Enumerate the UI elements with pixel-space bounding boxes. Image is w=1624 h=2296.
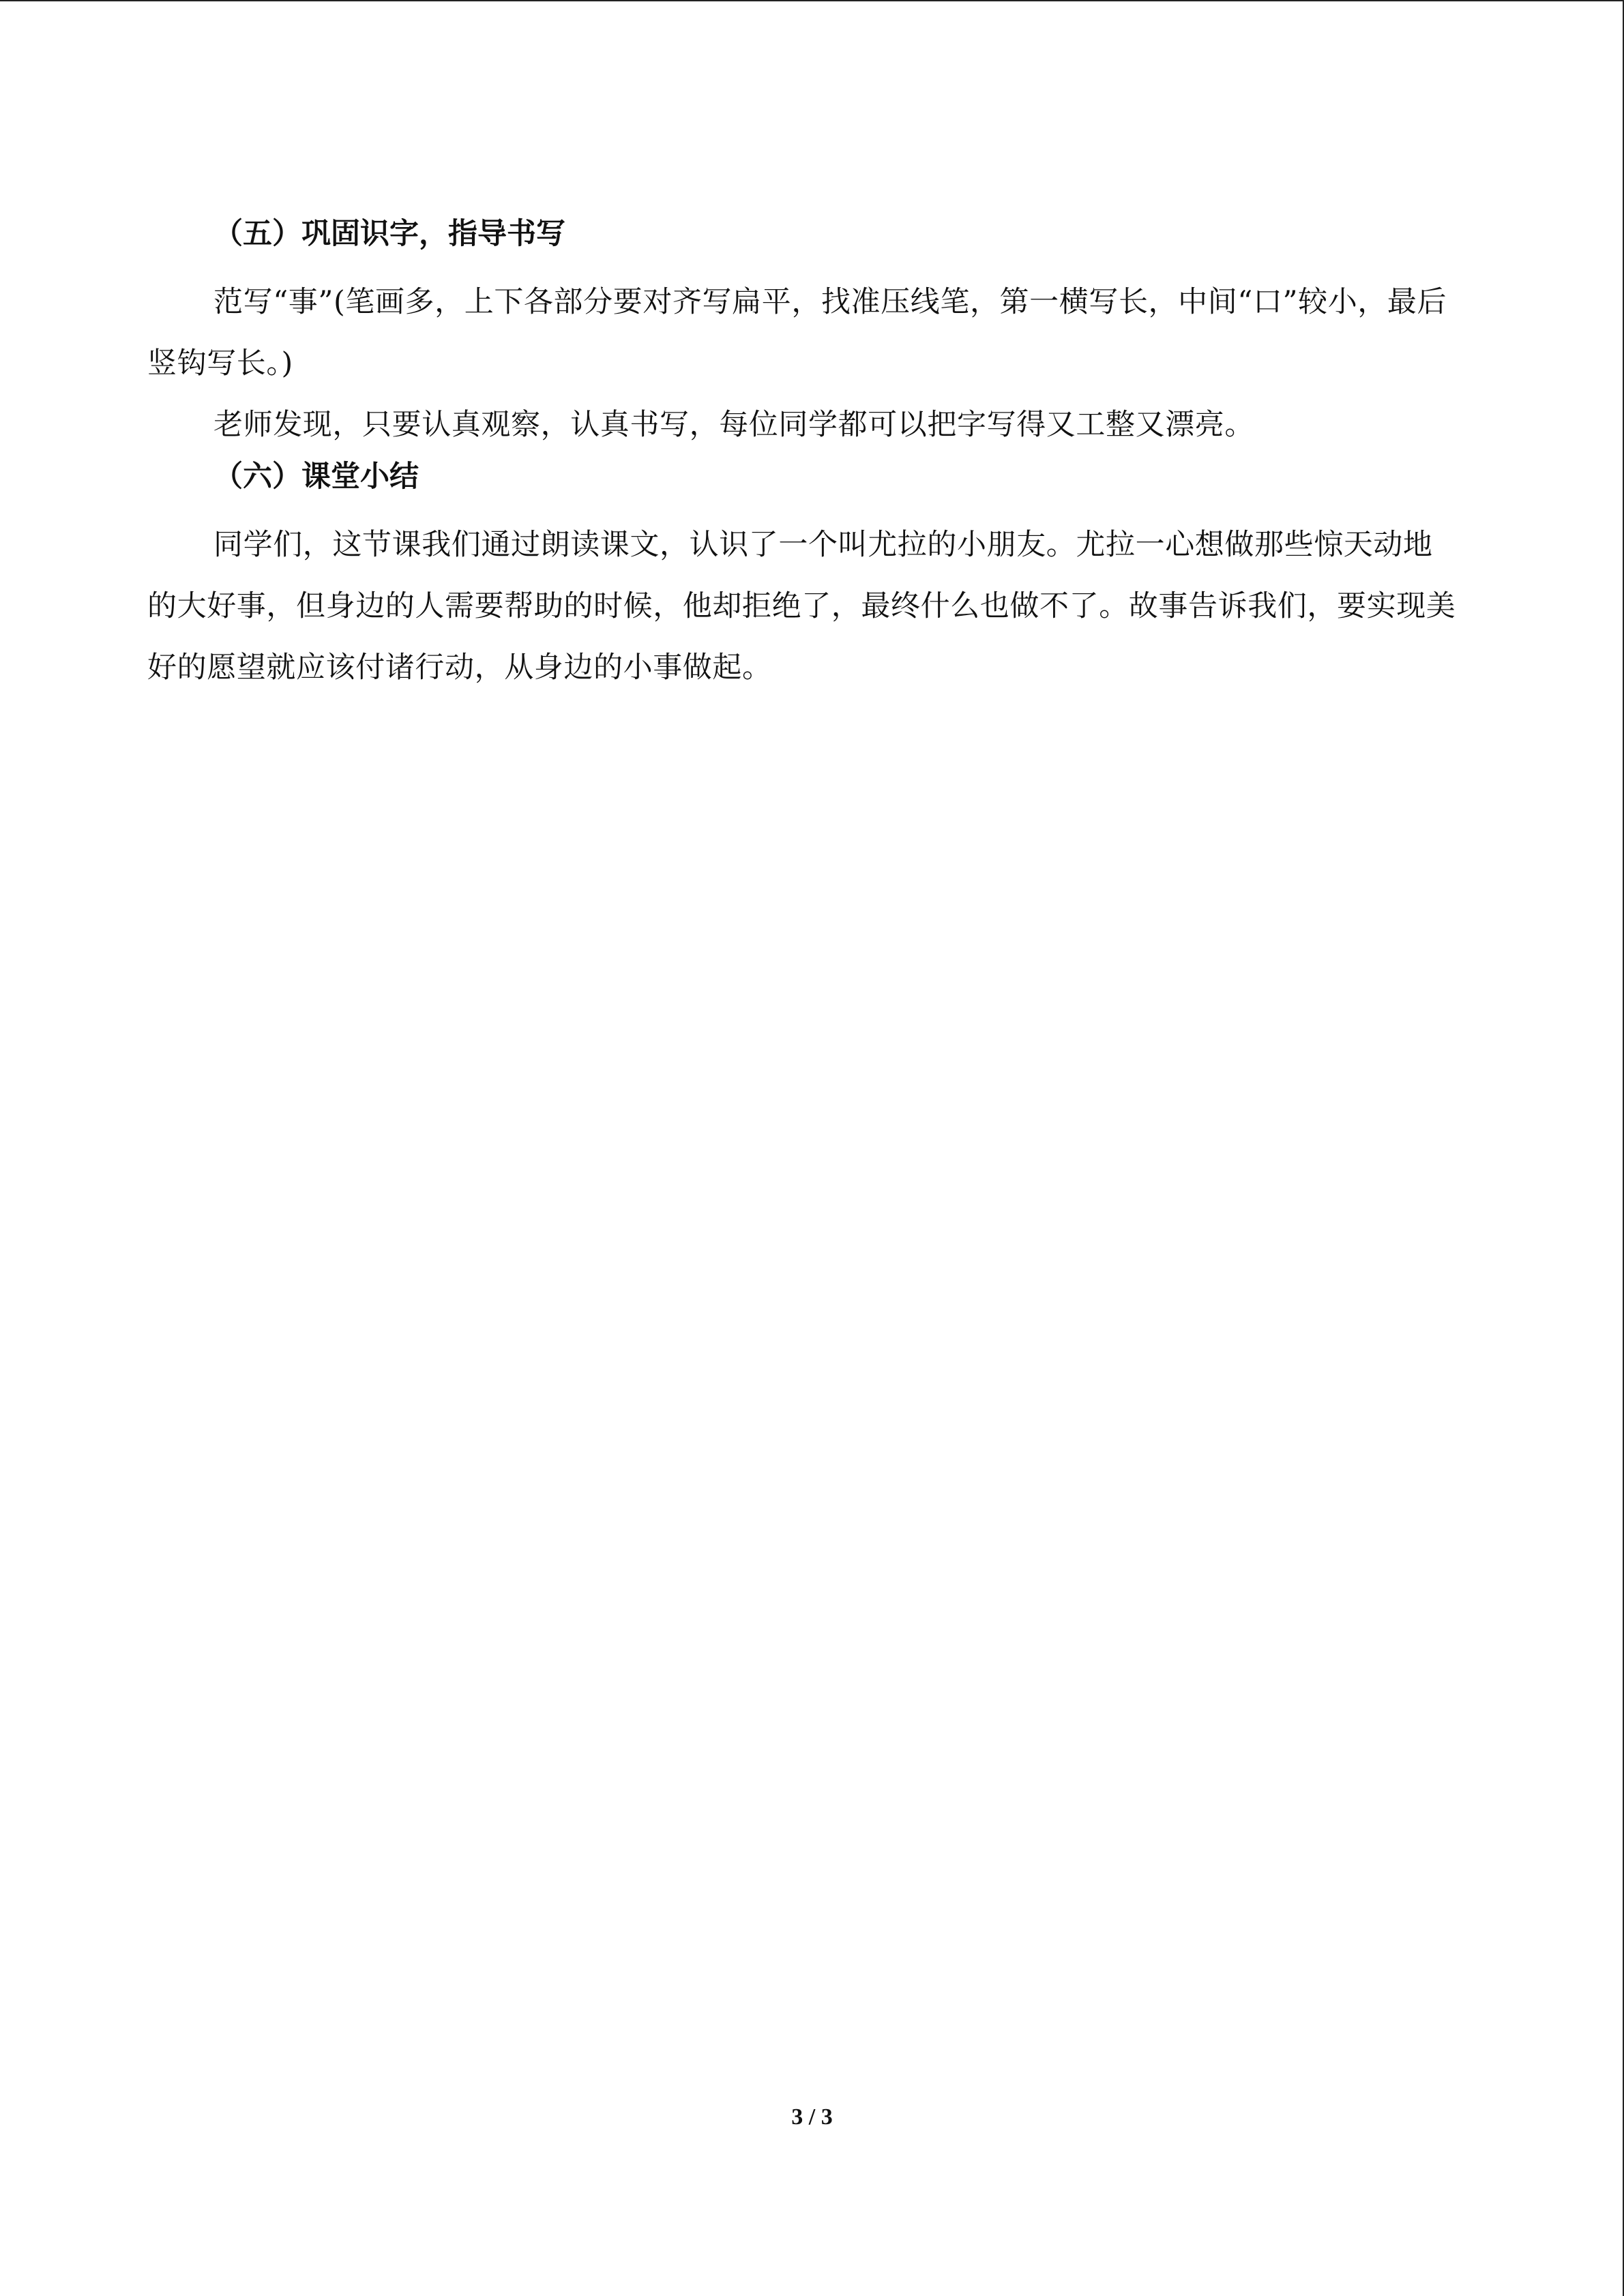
paragraph: 老师发现，只要认真观察，认真书写，每位同学都可以把字写得又工整又漂亮。 — [213, 408, 1254, 442]
section-heading: （五）巩固识字，指导书写 — [213, 217, 565, 251]
page-number: 3 / 3 — [791, 2104, 833, 2130]
document-body — [147, 214, 1458, 698]
paragraph: 范写“事”(笔画多，上下各部分要对齐写扁平，找准压线笔，第一横写长，中间“口”较小，最后竖钩写长。) — [147, 285, 1447, 381]
section-heading: （六）课堂小结 — [213, 460, 419, 494]
paragraph: 同学们，这节课我们通过朗读课文，认识了一个叫尤拉的小朋友。尤拉一心想做那些惊天动地的大好事，但身边的人需要帮助的时候，他却拒绝了，最终什么也做不了。故事告诉我们，要实现美好的愿望就应该付诸行动，从身边的小事做起。 — [147, 528, 1456, 685]
